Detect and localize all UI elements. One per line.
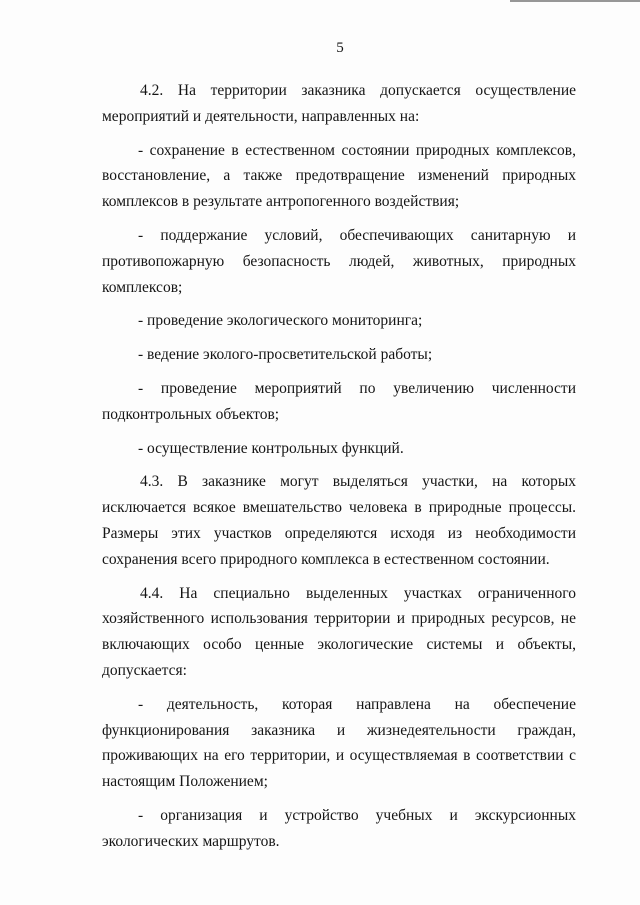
scan-edge-line [510, 0, 640, 2]
list-item-monitoring: - проведение экологического мониторинга; [138, 312, 423, 330]
list-item-education: - ведение эколого-просветительской работы; [138, 346, 433, 364]
clause-4-3: 4.3. В заказнике могут выделяться участки, на которых исключается всякое вмешательство человека в природные процессы. Размеры этих участков определяются исходя из необходимости сохранения всего природного комплекса в естественном состоянии. [102, 473, 576, 568]
clause-4-4: 4.4. На специально выделенных участках ограниченного хозяйственного использования территории и природных ресурсов, не включающих особо ценные экологические системы и объекты, допускается: [102, 584, 576, 679]
list-item-preservation: - сохранение в естественном состоянии природных комплексов, восстановление, а также предотвращение изменений природных комплексов в результате антропогенного воздействия; [102, 141, 576, 211]
list-item-safety: - поддержание условий, обеспечивающих санитарную и противопожарную безопасность людей, животных, природных комплексов; [102, 226, 576, 296]
document-body [102, 78, 576, 863]
list-item-routes: - организация и устройство учебных и экскурсионных экологических маршрутов. [102, 806, 576, 850]
list-item-functioning: - деятельность, которая направлена на обеспечение функционирования заказника и жизнедеятельности граждан, проживающих на его территории, и осуществляемая в соответствии с настоящим Положением; [102, 695, 576, 791]
page-number: 5 [336, 40, 344, 56]
list-item-population: - проведение мероприятий по увеличению численности подконтрольных объектов; [102, 379, 576, 423]
clause-4-2: 4.2. На территории заказника допускается осуществление мероприятий и деятельности, направленных на: [102, 82, 576, 125]
list-item-control: - осуществление контрольных функций. [138, 439, 404, 457]
